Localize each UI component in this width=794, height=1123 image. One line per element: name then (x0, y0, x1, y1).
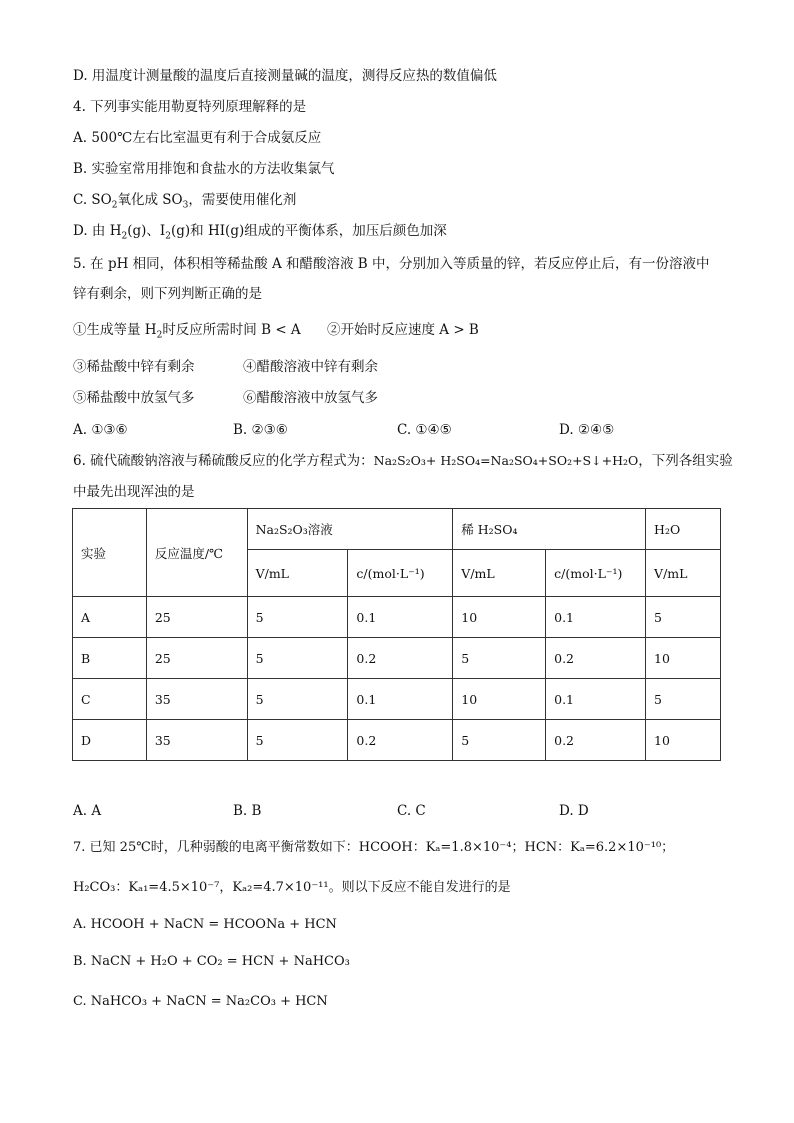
q7-stem-line2: H₂CO₃：Kₐ₁=4.5×10⁻⁷，Kₐ₂=4.7×10⁻¹¹。则以下反应不能自发进行的是 (73, 880, 511, 895)
header-concentration: c/(mol·L⁻¹) (546, 550, 646, 597)
table-cell: B (73, 638, 147, 679)
table-cell: 5 (247, 597, 348, 638)
header-dilute-sulfuric-acid: 稀 H₂SO₄ (453, 509, 646, 550)
q5-option-b: B. ②③⑥ (233, 422, 288, 438)
table-cell: 10 (453, 597, 546, 638)
q6-option-b: B. B (233, 803, 262, 819)
q5-option-a: A. ①③⑥ (73, 422, 128, 438)
table-cell: 35 (146, 679, 247, 720)
q5-statement-6: ⑥醋酸溶液中放氢气多 (243, 390, 378, 406)
table-cell: A (73, 597, 147, 638)
table-row (73, 720, 721, 761)
q5-option-d: D. ②④⑤ (559, 422, 615, 438)
q5-stem-line2: 锌有剩余，则下列判断正确的是 (73, 286, 262, 302)
header-experiment: 实验 (73, 509, 147, 597)
q7-option-b: B. NaCN + H₂O + CO₂ = HCN + NaHCO₃ (73, 954, 350, 969)
table-cell: 25 (146, 638, 247, 679)
table-cell: 0.1 (348, 597, 453, 638)
header-sodium-thiosulfate: Na₂S₂O₃溶液 (247, 509, 453, 550)
q5-statement-5: ⑤稀盐酸中放氢气多 (73, 390, 195, 406)
table-cell: 5 (646, 679, 721, 720)
table-cell: D (73, 720, 147, 761)
q4-option-b: B. 实验室常用排饱和食盐水的方法收集氯气 (73, 161, 335, 177)
q5-stem-line1: 5. 在 pH 相同，体积相等稀盐酸 A 和醋酸溶液 B 中，分别加入等质量的锌，若反应停止后，有一份溶液中 (73, 256, 710, 272)
table-cell: 0.2 (546, 638, 646, 679)
table-cell: 0.1 (546, 597, 646, 638)
table-cell: 5 (453, 720, 546, 761)
header-volume: V/mL (247, 550, 348, 597)
q7-option-a: A. HCOOH + NaCN = HCOONa + HCN (73, 917, 337, 932)
q5-statement-1: ①生成等量 $H_2$时反应所需时间 B < A (73, 322, 301, 341)
table-cell: 0.2 (348, 638, 453, 679)
experiment-table (72, 508, 721, 761)
table-cell: 0.2 (348, 720, 453, 761)
q4-stem: 4. 下列事实能用勒夏特列原理解释的是 (73, 99, 307, 115)
header-temperature: 反应温度/℃ (146, 509, 247, 597)
q6-option-c: C. C (397, 803, 426, 819)
table-cell: 5 (247, 638, 348, 679)
q6-stem-line2: 中最先出现浑浊的是 (73, 484, 195, 500)
table-cell: 10 (453, 679, 546, 720)
q3-option-d: D. 用温度计测量酸的温度后直接测量碱的温度，测得反应热的数值偏低 (73, 68, 497, 84)
table-row (73, 679, 721, 720)
q6-equation: Na₂S₂O₃+ H₂SO₄=Na₂SO₄+SO₂+S↓+H₂O (373, 453, 639, 468)
q5-statement-3: ③稀盐酸中锌有剩余 (73, 359, 195, 375)
table-cell: 5 (247, 720, 348, 761)
header-water: H₂O (646, 509, 721, 550)
q6-option-a: A. A (73, 803, 102, 819)
q4-option-d: D. 由 $H_2(g)$、$I_2(g)$和 HI(g)组成的平衡体系，加压后颜色加深 (73, 223, 447, 242)
q6-option-d: D. D (559, 803, 589, 819)
table-cell: 10 (646, 638, 721, 679)
table-cell: 0.1 (348, 679, 453, 720)
table-row (73, 638, 721, 679)
header-volume: V/mL (646, 550, 721, 597)
table-row (73, 597, 721, 638)
table-cell: 0.1 (546, 679, 646, 720)
q5-statement-4: ④醋酸溶液中锌有剩余 (243, 359, 378, 375)
q5-statement-2: ②开始时反应速度 A > B (327, 322, 479, 338)
table-cell: 5 (646, 597, 721, 638)
table-cell: 25 (146, 597, 247, 638)
table-cell: 0.2 (546, 720, 646, 761)
q4-option-a: A. 500℃左右比室温更有利于合成氨反应 (73, 130, 322, 146)
table-cell: 5 (247, 679, 348, 720)
table-cell: 35 (146, 720, 247, 761)
q7-stem-line1: 7. 已知 25℃时，几种弱酸的电离平衡常数如下：HCOOH：Kₐ=1.8×10⁻⁴；HCN：Kₐ=6.2×10⁻¹⁰； (73, 840, 675, 855)
header-concentration: c/(mol·L⁻¹) (348, 550, 453, 597)
q5-option-c: C. ①④⑤ (397, 422, 452, 438)
table-cell: 5 (453, 638, 546, 679)
table-cell: 10 (646, 720, 721, 761)
q4-option-c: C. $SO_2$氧化成 $SO_3$，需要使用催化剂 (73, 192, 297, 211)
header-volume: V/mL (453, 550, 546, 597)
q6-stem-line1: 6. 硫代硫酸钠溶液与稀硫酸反应的化学方程式为：Na₂S₂O₃+ H₂SO₄=Na₂SO₄+SO₂+S↓+H₂O，下列各组实验 (73, 453, 733, 469)
table-cell: C (73, 679, 147, 720)
q7-option-c: C. NaHCO₃ + NaCN = Na₂CO₃ + HCN (73, 994, 328, 1009)
